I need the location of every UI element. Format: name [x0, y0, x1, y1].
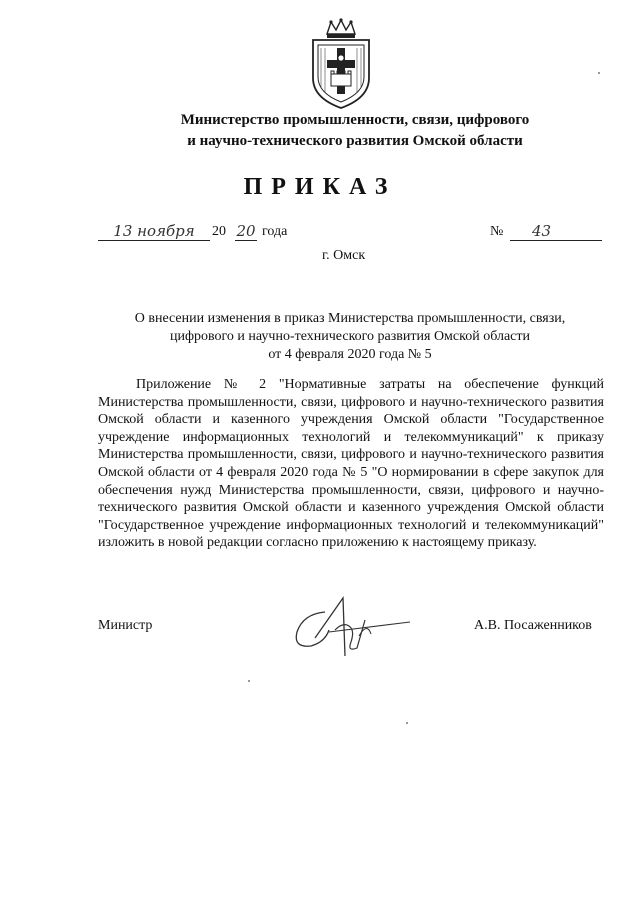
- order-number: 43: [510, 222, 602, 241]
- order-body-text: Приложение № 2 "Нормативные затраты на обеспечение функций Министерства промышленности, связи, цифрового и научно-технического развития Омской области и казенного учреждения Омской области "Государственное учреждение информационных технологий и телекоммуникаций" к приказу Министерства промышленности, связи, цифрового и научно-технического развития Омской области от 4 февраля 2020 года № 5 "О нормировании в сфере закупок для обеспечения нужд Министерства промышленности, связи, цифрового и научно-технического развития Омской области и казенного учреждения Омской области "Государственное учреждение информационных технологий и телекоммуникаций" изложить в новой редакции согласно приложению к настоящему приказу.: [98, 377, 604, 551]
- ministry-name-line-1: Министерство промышленности, связи, цифрового: [180, 112, 530, 128]
- subject-line-2: цифрового и научно-технического развития Омской области: [169, 329, 531, 344]
- order-year-suffix: 20: [236, 222, 256, 240]
- signatory-name: А.В. Посаженников: [474, 618, 592, 633]
- subject-line-3: от 4 февраля 2020 года № 5: [268, 347, 432, 362]
- scan-speck: [406, 722, 408, 724]
- document-title: ПРИКАЗ: [243, 174, 397, 200]
- order-year-prefix: 20: [212, 224, 226, 239]
- handwritten-signature-icon: [285, 592, 415, 662]
- order-number-sign: №: [490, 224, 504, 239]
- signatory-position: Министр: [98, 618, 153, 633]
- order-city: г. Омск: [322, 248, 366, 263]
- order-day-month: 13 ноября: [98, 222, 210, 241]
- subject-line-1: О внесении изменения в приказ Министерства промышленности, связи,: [134, 311, 566, 326]
- coat-of-arms-icon: [305, 18, 377, 110]
- ministry-name-line-2: и научно-технического развития Омской области: [187, 133, 523, 149]
- scan-speck: [598, 72, 600, 74]
- ministry-name: [140, 110, 570, 152]
- order-year-word: года: [262, 224, 288, 239]
- order-subject: [100, 310, 600, 364]
- order-date-line: [98, 222, 608, 248]
- scan-speck: [248, 680, 250, 682]
